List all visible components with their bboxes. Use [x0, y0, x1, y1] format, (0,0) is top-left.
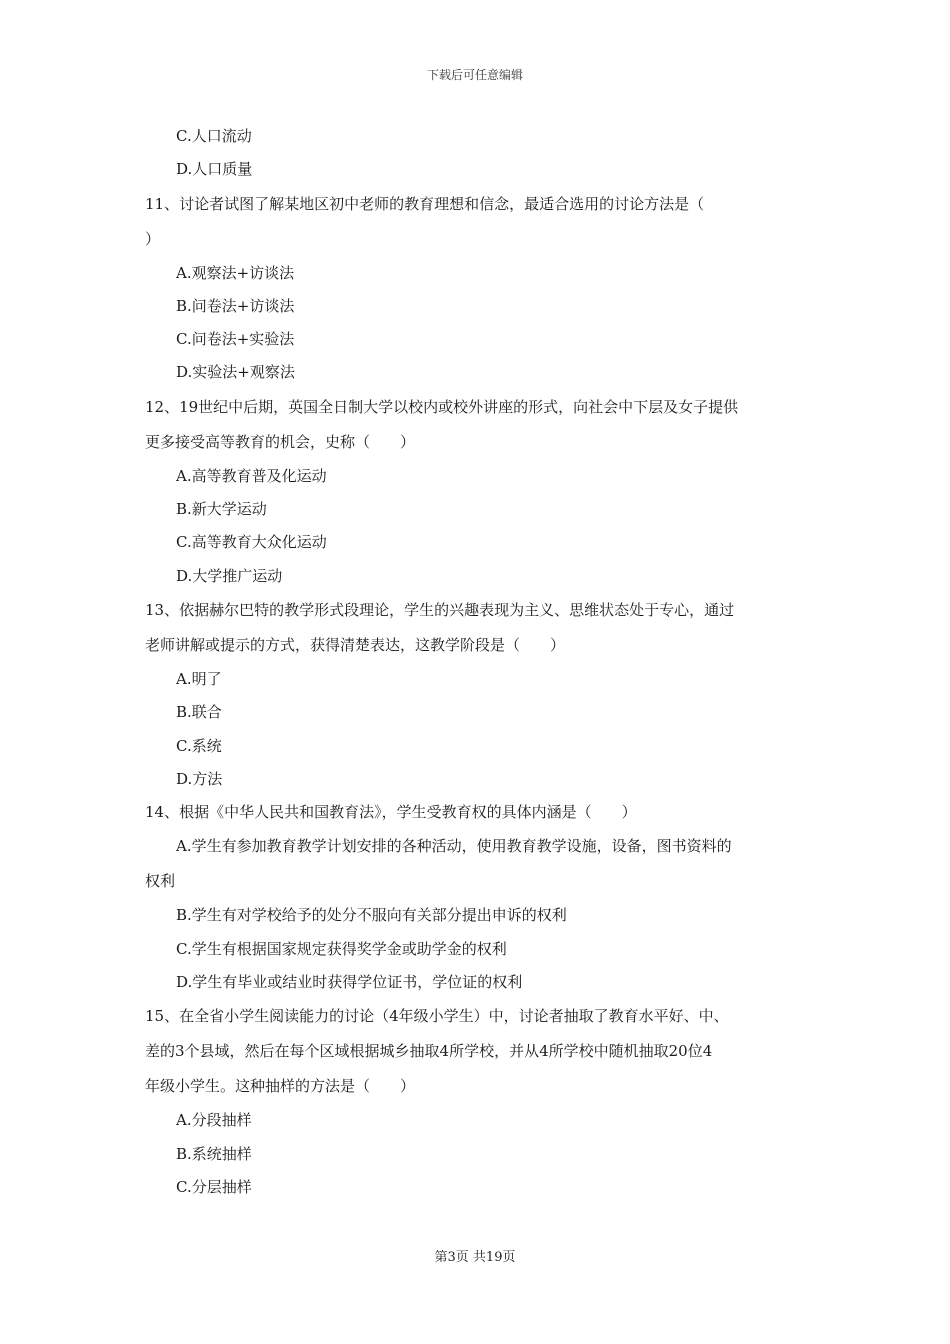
option-line: C.分层抽样: [176, 1177, 252, 1196]
question-line: 13、依据赫尔巴特的教学形式段理论，学生的兴趣表现为主义、思维状态处于专心，通过: [145, 600, 735, 619]
document-body: [145, 120, 810, 1204]
option-line: D.实验法+观察法: [176, 363, 295, 382]
option-line: C.人口流动: [176, 127, 252, 145]
option-line: B.学生有对学校给予的处分不服向有关部分提出申诉的权利: [176, 906, 567, 925]
question-continuation: 差的3个县域，然后在每个区域根据城乡抽取4所学校，并从4所学校中随机抽取20位4: [145, 1042, 713, 1061]
question-line: 12、19世纪中后期，英国全日制大学以校内或校外讲座的形式，向社会中下层及女子提供: [145, 397, 739, 416]
option-line: A.明了: [176, 669, 222, 688]
option-line: C.高等教育大众化运动: [176, 533, 327, 552]
option-line: D.人口质量: [176, 160, 253, 179]
page-footer: 第3页 共19页: [434, 1250, 516, 1265]
option-line: B.新大学运动: [176, 500, 267, 519]
question-continuation: ）: [145, 229, 161, 248]
question-continuation: 年级小学生。这种抽样的方法是（ ）: [145, 1077, 416, 1096]
option-continuation: 权利: [145, 872, 176, 891]
question-line: 14、根据《中华人民共和国教育法》，学生受教育权的具体内涵是（ ）: [145, 803, 637, 822]
option-line: D.大学推广运动: [176, 566, 283, 585]
option-line: B.联合: [176, 703, 222, 722]
question-line: 11、讨论者试图了解某地区初中老师的教育理想和信念，最适合选用的讨论方法是（: [145, 194, 705, 213]
option-line: C.学生有根据国家规定获得奖学金或助学金的权利: [176, 939, 507, 958]
question-line: 15、在全省小学生阅读能力的讨论（4年级小学生）中，讨论者抽取了教育水平好、中、: [145, 1007, 729, 1026]
option-line: C.问卷法+实验法: [176, 330, 295, 349]
option-line: D.学生有毕业或结业时获得学位证书，学位证的权利: [176, 973, 523, 992]
option-line: B.系统抽样: [176, 1144, 252, 1163]
option-line: A.高等教育普及化运动: [176, 466, 327, 485]
option-line: A.分段抽样: [176, 1111, 252, 1130]
option-line: D.方法: [176, 769, 223, 788]
option-line: A.观察法+访谈法: [176, 263, 295, 282]
question-continuation: 老师讲解或提示的方式，获得清楚表达，这教学阶段是（ ）: [145, 635, 566, 654]
option-line: C.系统: [176, 736, 222, 755]
option-line: B.问卷法+访谈法: [176, 296, 295, 315]
page-header: 下载后可任意编辑: [426, 68, 523, 82]
option-line: A.学生有参加教育教学计划安排的各种活动，使用教育教学设施，设备，图书资料的: [176, 837, 732, 856]
question-continuation: 更多接受高等教育的机会，史称（ ）: [145, 432, 416, 451]
